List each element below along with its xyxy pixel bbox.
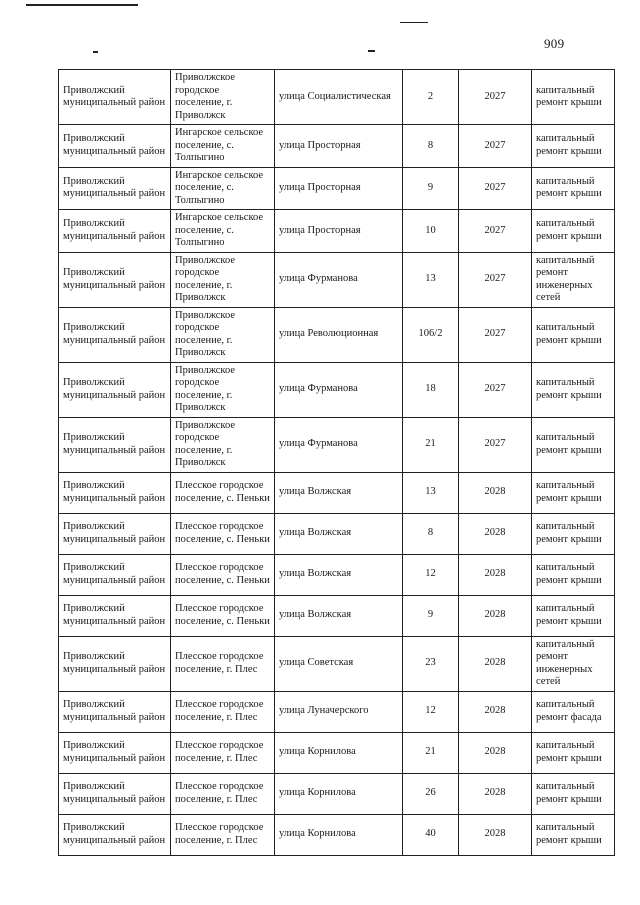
street-cell: улица Просторная [275, 125, 403, 168]
year-cell: 2027 [459, 417, 532, 472]
municipality-cell: Приволжский муниципальный район [59, 554, 171, 595]
table-row [59, 125, 615, 168]
work-type-cell: капитальный ремонт крыши [532, 732, 615, 773]
year-cell: 2027 [459, 307, 532, 362]
street-cell: улица Просторная [275, 210, 403, 253]
scan-mark [368, 50, 375, 52]
table-row [59, 691, 615, 732]
year-cell: 2028 [459, 732, 532, 773]
settlement-cell: Плесское городское поселение, г. Плес [171, 773, 275, 814]
house-number-cell: 26 [403, 773, 459, 814]
settlement-cell: Приволжское городское поселение, г. Приволжск [171, 307, 275, 362]
work-type-cell: капитальный ремонт крыши [532, 513, 615, 554]
municipality-cell: Приволжский муниципальный район [59, 814, 171, 855]
table-row [59, 70, 615, 125]
house-number-cell: 9 [403, 595, 459, 636]
municipality-cell: Приволжский муниципальный район [59, 210, 171, 253]
table-row [59, 167, 615, 210]
table-row [59, 595, 615, 636]
municipality-cell: Приволжский муниципальный район [59, 362, 171, 417]
settlement-cell: Плесское городское поселение, с. Пеньки [171, 595, 275, 636]
municipality-cell: Приволжский муниципальный район [59, 307, 171, 362]
table-row [59, 472, 615, 513]
municipality-cell: Приволжский муниципальный район [59, 636, 171, 691]
table-row [59, 814, 615, 855]
street-cell: улица Фурманова [275, 362, 403, 417]
year-cell: 2027 [459, 210, 532, 253]
house-number-cell: 18 [403, 362, 459, 417]
street-cell: улица Советская [275, 636, 403, 691]
settlement-cell: Плесское городское поселение, с. Пеньки [171, 554, 275, 595]
house-number-cell: 8 [403, 513, 459, 554]
street-cell: улица Корнилова [275, 773, 403, 814]
year-cell: 2028 [459, 636, 532, 691]
house-number-cell: 9 [403, 167, 459, 210]
settlement-cell: Приволжское городское поселение, г. Приволжск [171, 362, 275, 417]
table-row [59, 307, 615, 362]
work-type-cell: капитальный ремонт инженерных сетей [532, 252, 615, 307]
street-cell: улица Корнилова [275, 732, 403, 773]
work-type-cell: капитальный ремонт инженерных сетей [532, 636, 615, 691]
street-cell: улица Революционная [275, 307, 403, 362]
housing-repair-table [58, 69, 615, 856]
work-type-cell: капитальный ремонт крыши [532, 554, 615, 595]
street-cell: улица Волжская [275, 472, 403, 513]
settlement-cell: Плесское городское поселение, г. Плес [171, 636, 275, 691]
settlement-cell: Ингарское сельское поселение, с. Толпыгино [171, 125, 275, 168]
page-number: 909 [544, 36, 565, 51]
settlement-cell: Ингарское сельское поселение, с. Толпыгино [171, 167, 275, 210]
scan-mark [400, 22, 428, 23]
street-cell: улица Просторная [275, 167, 403, 210]
street-cell: улица Фурманова [275, 252, 403, 307]
work-type-cell: капитальный ремонт крыши [532, 307, 615, 362]
settlement-cell: Плесское городское поселение, с. Пеньки [171, 513, 275, 554]
settlement-cell: Плесское городское поселение, с. Пеньки [171, 472, 275, 513]
settlement-cell: Приволжское городское поселение, г. Приволжск [171, 70, 275, 125]
house-number-cell: 12 [403, 554, 459, 595]
work-type-cell: капитальный ремонт крыши [532, 70, 615, 125]
work-type-cell: капитальный ремонт фасада [532, 691, 615, 732]
work-type-cell: капитальный ремонт крыши [532, 125, 615, 168]
municipality-cell: Приволжский муниципальный район [59, 70, 171, 125]
year-cell: 2027 [459, 362, 532, 417]
settlement-cell: Плесское городское поселение, г. Плес [171, 691, 275, 732]
table-row [59, 554, 615, 595]
table-row [59, 417, 615, 472]
year-cell: 2028 [459, 691, 532, 732]
house-number-cell: 2 [403, 70, 459, 125]
work-type-cell: капитальный ремонт крыши [532, 773, 615, 814]
table-row [59, 636, 615, 691]
street-cell: улица Корнилова [275, 814, 403, 855]
table-row [59, 252, 615, 307]
table-row [59, 732, 615, 773]
work-type-cell: капитальный ремонт крыши [532, 210, 615, 253]
work-type-cell: капитальный ремонт крыши [532, 595, 615, 636]
year-cell: 2027 [459, 252, 532, 307]
street-cell: улица Волжская [275, 595, 403, 636]
work-type-cell: капитальный ремонт крыши [532, 472, 615, 513]
table-row [59, 513, 615, 554]
year-cell: 2027 [459, 125, 532, 168]
municipality-cell: Приволжский муниципальный район [59, 691, 171, 732]
house-number-cell: 106/2 [403, 307, 459, 362]
municipality-cell: Приволжский муниципальный район [59, 125, 171, 168]
year-cell: 2028 [459, 554, 532, 595]
settlement-cell: Плесское городское поселение, г. Плес [171, 814, 275, 855]
municipality-cell: Приволжский муниципальный район [59, 513, 171, 554]
street-cell: улица Фурманова [275, 417, 403, 472]
year-cell: 2028 [459, 595, 532, 636]
municipality-cell: Приволжский муниципальный район [59, 167, 171, 210]
municipality-cell: Приволжский муниципальный район [59, 732, 171, 773]
municipality-cell: Приволжский муниципальный район [59, 773, 171, 814]
scan-mark [26, 4, 138, 6]
house-number-cell: 13 [403, 252, 459, 307]
work-type-cell: капитальный ремонт крыши [532, 167, 615, 210]
year-cell: 2028 [459, 814, 532, 855]
year-cell: 2028 [459, 472, 532, 513]
street-cell: улица Волжская [275, 554, 403, 595]
settlement-cell: Приволжское городское поселение, г. Приволжск [171, 417, 275, 472]
table-body [59, 70, 615, 856]
house-number-cell: 21 [403, 417, 459, 472]
municipality-cell: Приволжский муниципальный район [59, 472, 171, 513]
house-number-cell: 8 [403, 125, 459, 168]
scan-mark [93, 51, 98, 53]
house-number-cell: 10 [403, 210, 459, 253]
table-row [59, 210, 615, 253]
municipality-cell: Приволжский муниципальный район [59, 417, 171, 472]
settlement-cell: Плесское городское поселение, г. Плес [171, 732, 275, 773]
year-cell: 2028 [459, 513, 532, 554]
house-number-cell: 13 [403, 472, 459, 513]
work-type-cell: капитальный ремонт крыши [532, 417, 615, 472]
year-cell: 2027 [459, 70, 532, 125]
house-number-cell: 40 [403, 814, 459, 855]
work-type-cell: капитальный ремонт крыши [532, 362, 615, 417]
year-cell: 2027 [459, 167, 532, 210]
municipality-cell: Приволжский муниципальный район [59, 252, 171, 307]
street-cell: улица Волжская [275, 513, 403, 554]
table-row [59, 773, 615, 814]
house-number-cell: 12 [403, 691, 459, 732]
work-type-cell: капитальный ремонт крыши [532, 814, 615, 855]
house-number-cell: 23 [403, 636, 459, 691]
house-number-cell: 21 [403, 732, 459, 773]
year-cell: 2028 [459, 773, 532, 814]
settlement-cell: Приволжское городское поселение, г. Приволжск [171, 252, 275, 307]
street-cell: улица Луначерского [275, 691, 403, 732]
municipality-cell: Приволжский муниципальный район [59, 595, 171, 636]
settlement-cell: Ингарское сельское поселение, с. Толпыгино [171, 210, 275, 253]
table-row [59, 362, 615, 417]
street-cell: улица Социалистическая [275, 70, 403, 125]
